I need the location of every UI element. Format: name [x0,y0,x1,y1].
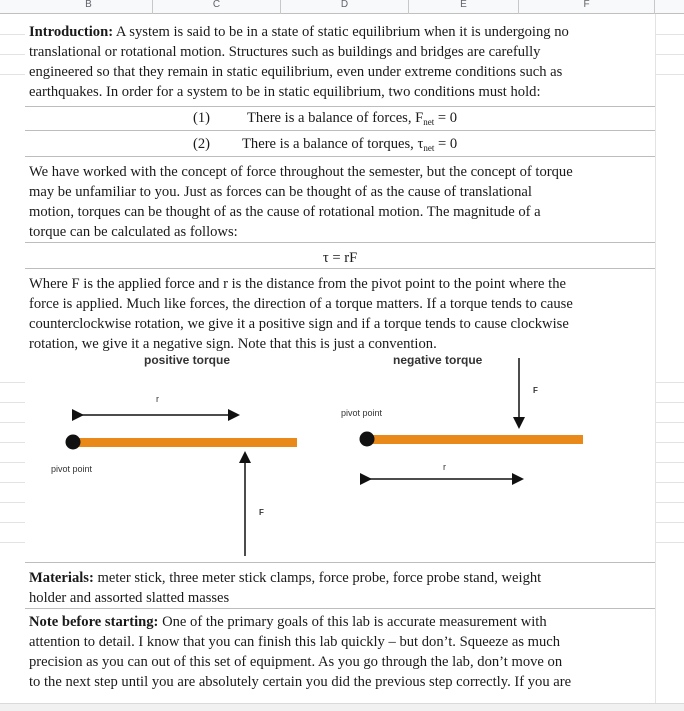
torque-diagram-svg [25,350,655,560]
column-header-e[interactable]: E [409,0,519,14]
column-header-d[interactable]: D [281,0,409,14]
cell-border [25,268,655,269]
torque-line-3: motion, torques can be thought of as the cause of rotational motion. The magnitude of a [29,204,541,220]
right-pivot-dot [360,432,375,447]
where-line-1: Where F is the applied force and r is the distance from the pivot point to the point where the [29,276,566,292]
note-heading: Note before starting: [29,614,159,630]
column-header-c[interactable]: C [153,0,281,14]
torque-formula: τ = rF [322,250,358,266]
materials-line-1 [29,568,653,588]
column-header-bar [0,0,684,14]
where-line-3: counterclockwise rotation, we give it a positive sign and if a torque tends to cause clockwise [29,316,569,332]
condition-2-number: (2) [193,136,211,152]
right-r-label: r [443,462,446,472]
intro-line-1 [29,22,653,42]
horizontal-scrollbar[interactable] [0,703,684,711]
condition-1-number: (1) [193,110,211,126]
intro-heading: Introduction: [29,24,114,40]
note-line-2: attention to detail. I know that you can finish this lab quickly – but don’t. Squeeze as much [29,634,561,650]
right-f-label: F [533,386,538,395]
intro-line-4: earthquakes. In order for a system to be in static equilibrium, two conditions must hold: [29,84,541,100]
column-header-f[interactable]: F [519,0,655,14]
note-line-3: precision as you can out of this set of equipment. As you go through the lab, don’t move on [29,654,563,670]
intro-line-3: engineered so that they remain in static equilibrium, even under extreme conditions such as [29,64,563,80]
left-r-label: r [156,394,159,404]
materials-text: meter stick, three meter stick clamps, force probe, force probe stand, weight [93,570,542,586]
cell-border [25,106,655,107]
cell-border [25,562,655,563]
torque-line-4: torque can be calculated as follows: [29,224,238,240]
where-line-4: rotation, we give it a negative sign. Note that this is just a convention. [29,336,437,352]
torque-line-2: may be unfamiliar to you. Just as forces can be thought of as the cause of translational [29,184,532,200]
note-line-4: to the next step until you are absolutely certain you did the previous step correctly. If you are [29,674,572,690]
cell-border [25,156,655,157]
intro-line-2: translational or rotational motion. Structures such as buildings and bridges are carefully [29,44,541,60]
torque-line-1: We have worked with the concept of force throughout the semester, but the concept of torque [29,164,573,180]
cell-border [25,242,655,243]
materials-line-2: holder and assorted slatted masses [29,590,230,606]
left-pivot-label: pivot point [51,464,93,474]
cell-border [25,608,655,609]
note-text: One of the primary goals of this lab is accurate measurement with [158,614,547,630]
materials-heading: Materials: [29,570,94,586]
negative-torque-label: negative torque [393,353,483,367]
left-lever-bar [73,438,297,447]
condition-1-text: There is a balance of forces, $F_{net} = 0$ [247,110,458,127]
right-lever-bar [367,435,583,444]
grid-col-line [655,14,656,711]
left-f-label: F [259,508,264,517]
note-line-1 [29,612,653,632]
left-pivot-dot [66,435,81,450]
condition-2-text: There is a balance of torques, $\tau_{net} = 0$ [242,136,458,153]
torque-diagram [25,350,655,560]
right-pivot-label: pivot point [341,408,383,418]
positive-torque-label: positive torque [144,353,231,367]
cell-border [25,130,655,131]
where-line-2: force is applied. Much like forces, the direction of a torque matters. If a torque tends to cause [29,296,573,312]
intro-text: A system is said to be in a state of static equilibrium when it is undergoing no [113,24,569,40]
column-header-b[interactable]: B [25,0,153,14]
